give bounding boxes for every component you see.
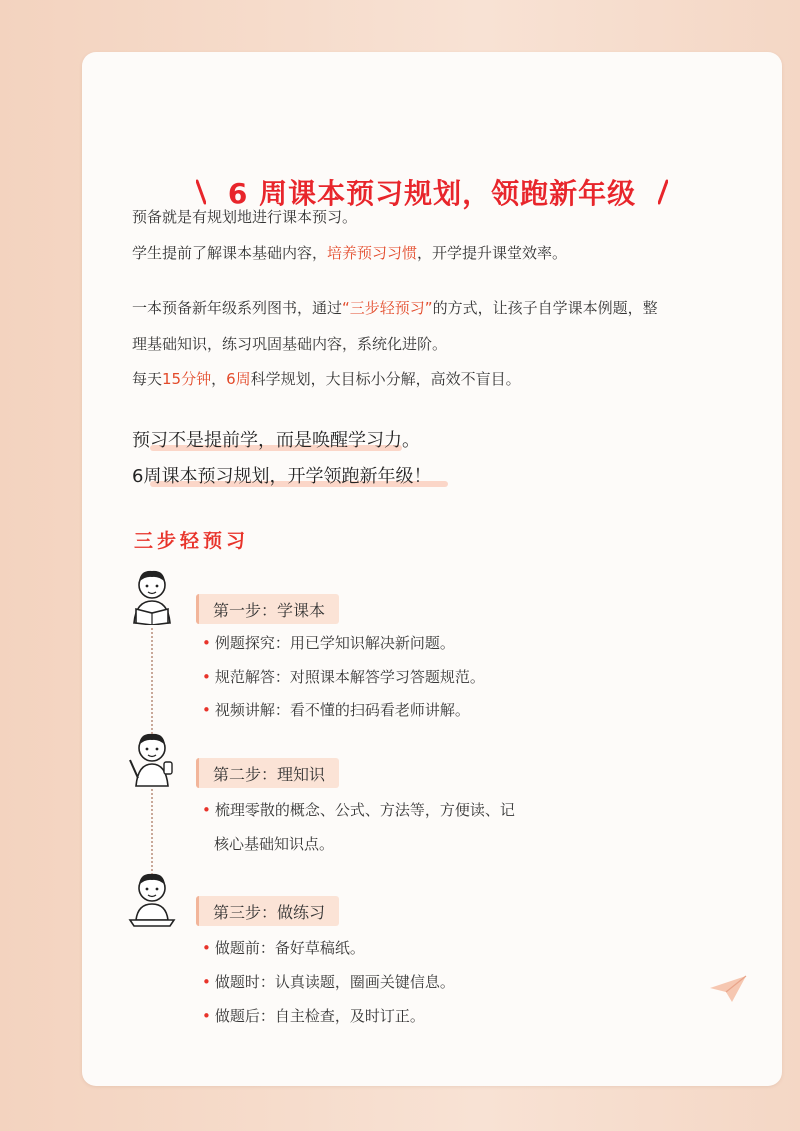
intro-text: 学生提前了解课本基础内容，	[132, 244, 328, 262]
bullet-text: 核心基础知识点。	[214, 835, 335, 853]
step-1-bullet	[202, 667, 485, 687]
bullet-text: 做题前：备好草稿纸。	[214, 939, 365, 957]
bullet-text: 规范解答：对照课本解答学习答题规范。	[214, 668, 485, 686]
intro-text: 理基础知识，练习巩固基础内容，系统化进阶。	[132, 335, 448, 353]
intro-line-3	[132, 298, 658, 318]
bullet-dot-icon: •	[202, 634, 211, 652]
paper-plane-icon	[708, 974, 748, 1004]
step-3-label: 第三步：做练习	[196, 896, 339, 926]
step-3-bullet	[202, 938, 365, 958]
intro-line-5	[132, 369, 521, 389]
slogan-2: 6周课本预习规划，开学领跑新年级！	[132, 466, 432, 487]
slash-icon	[196, 179, 206, 205]
intro-text: 的方式，让孩子自学课本例题，整	[432, 299, 658, 317]
slogan-1: 预习不是提前学，而是唤醒学习力。	[132, 430, 420, 451]
intro-text: ，开学提升课堂效率。	[417, 244, 568, 262]
step-3-bullet	[202, 1006, 425, 1026]
section-title: 三步轻预习	[134, 530, 250, 552]
intro-highlight: 培养预习习惯	[327, 244, 418, 262]
slash-icon	[658, 179, 668, 205]
intro-highlight: 15分钟	[162, 370, 212, 388]
step-2-bullet	[202, 800, 515, 820]
step-1-bullet	[202, 633, 455, 653]
intro-line-4	[132, 334, 447, 354]
intro-text: 每天	[132, 370, 163, 388]
bullet-dot-icon: •	[202, 668, 211, 686]
bullet-text: 做题时：认真读题，圈画关键信息。	[214, 973, 455, 991]
page-card	[82, 52, 782, 1086]
bullet-text: 视频讲解：看不懂的扫码看老师讲解。	[214, 701, 470, 719]
timeline-connector	[151, 789, 153, 879]
intro-text: 科学规划，大目标小分解，高效不盲目。	[250, 370, 521, 388]
bullet-text: 梳理零散的概念、公式、方法等，方便读、记	[214, 801, 515, 819]
boy-studying-avatar	[126, 870, 178, 928]
bullet-dot-icon: •	[202, 973, 211, 991]
intro-highlight: 6周	[226, 370, 251, 388]
intro-line-2	[132, 243, 567, 263]
intro-text: 一本预备新年级系列图书，通过	[132, 299, 343, 317]
intro-text: 预备就是有规划地进行课本预习。	[132, 208, 358, 226]
step-2-bullet-continued	[214, 834, 334, 854]
step-1-bullet	[202, 700, 470, 720]
boy-writing-avatar	[126, 730, 178, 788]
intro-line-1	[132, 207, 357, 227]
timeline-connector	[151, 628, 153, 738]
step-1-label: 第一步：学课本	[196, 594, 339, 624]
bullet-text: 例题探究：用已学知识解决新问题。	[214, 634, 455, 652]
step-3-bullet	[202, 972, 455, 992]
boy-reading-avatar	[126, 567, 178, 625]
intro-highlight: “三步轻预习”	[342, 299, 433, 317]
bullet-dot-icon: •	[202, 939, 211, 957]
bullet-dot-icon: •	[202, 1007, 211, 1025]
page-title: 6 周课本预习规划，领跑新年级	[227, 177, 637, 210]
intro-text: ，	[211, 370, 227, 388]
bullet-dot-icon: •	[202, 701, 211, 719]
bullet-dot-icon: •	[202, 801, 211, 819]
bullet-text: 做题后：自主检查，及时订正。	[214, 1007, 425, 1025]
step-2-label: 第二步：理知识	[196, 758, 339, 788]
